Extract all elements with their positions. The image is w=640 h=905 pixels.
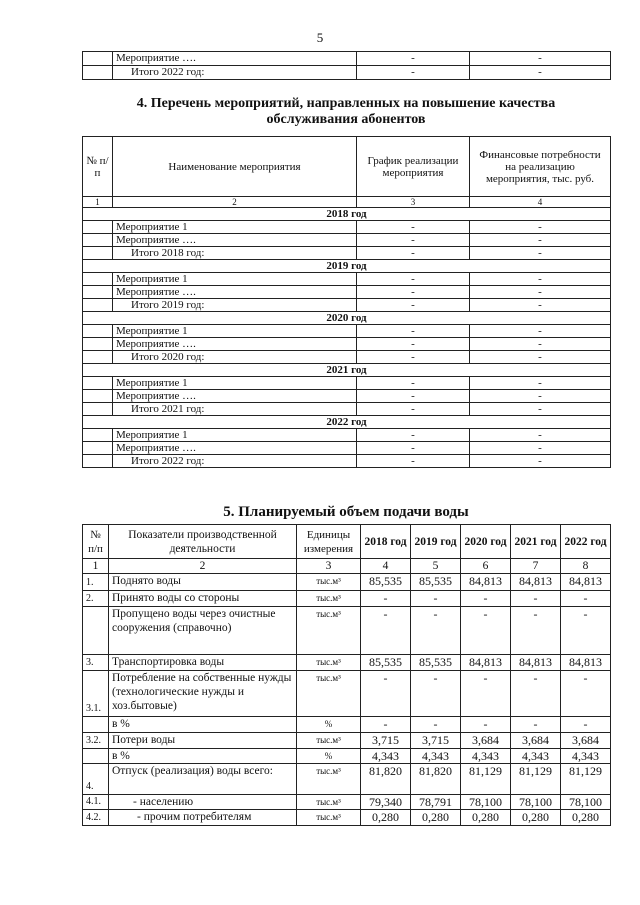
top-continuation-table [82,51,611,80]
header-finance: Финансовые потребности на реализацию мероприятия, тыс. руб. [470,137,611,197]
schedule-value: - [357,66,470,80]
year-value: 0,280 [461,810,511,826]
row-number [83,299,113,312]
year-header-row [83,364,611,377]
row-number [83,247,113,260]
year-value: 3,684 [461,733,511,749]
column-number: 2 [109,559,297,574]
row-number: 3. [83,655,109,671]
finance-value: - [470,52,611,66]
activity-name: Мероприятие …. [113,442,357,455]
year-value: - [561,591,611,607]
table-row [83,607,611,655]
year-value: 84,813 [561,655,611,671]
finance-value: - [470,338,611,351]
finance-value: - [470,299,611,312]
activity-total: Итого 2018 год: [113,247,357,260]
year-value: 78,100 [461,795,511,810]
year-value: 84,813 [511,655,561,671]
table-row [83,717,611,733]
table-row [83,221,611,234]
column-number: 8 [561,559,611,574]
year-header-row [83,416,611,429]
year-value: 3,715 [411,733,461,749]
water-supply-table [82,524,611,826]
year-value: 4,343 [511,749,561,764]
activity-name: Мероприятие …. [113,286,357,299]
row-number: 4. [83,764,109,795]
activity-name: Мероприятие …. [113,234,357,247]
column-number: 5 [411,559,461,574]
activity-name: Мероприятие …. [113,390,357,403]
table-row [83,795,611,810]
schedule-value: - [357,221,470,234]
year-value: - [561,671,611,717]
finance-value: - [470,247,611,260]
year-value: - [361,591,411,607]
table-row [83,286,611,299]
schedule-value: - [357,52,470,66]
header-year: 2019 год [411,525,461,559]
row-number [83,749,109,764]
year-value: 78,100 [561,795,611,810]
indicator-name: Потребление на собственные нужды (технологические нужды и хоз.бытовые) [109,671,297,717]
year-value: 85,535 [361,655,411,671]
table-row [83,351,611,364]
table-row [83,764,611,795]
year-header-row [83,260,611,273]
header-num: № п/п [83,525,109,559]
indicator-name: Принято воды со стороны [109,591,297,607]
schedule-value: - [357,442,470,455]
schedule-value: - [357,286,470,299]
indicator-name: в % [109,749,297,764]
table-row [83,591,611,607]
activities-table [82,136,611,468]
row-number: 3.2. [83,733,109,749]
year-value: 0,280 [361,810,411,826]
header-indicator: Показатели производственной деятельности [109,525,297,559]
year-value: - [461,607,511,655]
year-value: 78,791 [411,795,461,810]
year-value: 81,820 [361,764,411,795]
year-value: 4,343 [411,749,461,764]
schedule-value: - [357,325,470,338]
column-number: 6 [461,559,511,574]
indicator-name: - населению [109,795,297,810]
activity-total: Итого 2019 год: [113,299,357,312]
row-number [83,234,113,247]
unit-value: тыс.м³ [297,795,361,810]
column-number: 4 [470,197,611,208]
row-number [83,377,113,390]
row-number [83,221,113,234]
row-number [83,442,113,455]
row-number [83,717,109,733]
year-value: 3,715 [361,733,411,749]
indicator-name: Потери воды [109,733,297,749]
row-number [83,351,113,364]
year-value: - [461,671,511,717]
year-value: - [511,591,561,607]
section4-title-line2: обслуживания абонентов [266,112,426,127]
year-value: 3,684 [511,733,561,749]
unit-value: тыс.м³ [297,764,361,795]
table-row [83,574,611,591]
row-number [83,429,113,442]
finance-value: - [470,221,611,234]
indicator-name: Отпуск (реализация) воды всего: [109,764,297,795]
year-value: - [561,607,611,655]
year-value: 81,129 [511,764,561,795]
activity-name: Мероприятие 1 [113,221,357,234]
column-number-row [83,197,611,208]
table-row [83,273,611,286]
table-row [83,442,611,455]
section5-title: 5. Планируемый объем подачи воды [223,504,469,520]
row-number: 1. [83,574,109,591]
finance-value: - [470,377,611,390]
row-number [83,455,113,468]
schedule-value: - [357,338,470,351]
year-value: - [561,717,611,733]
year-value: 84,813 [461,655,511,671]
schedule-value: - [357,455,470,468]
row-number [83,273,113,286]
column-number: 2 [113,197,357,208]
unit-value: тыс.м³ [297,607,361,655]
finance-value: - [470,286,611,299]
year-value: 4,343 [361,749,411,764]
year-value: 3,684 [561,733,611,749]
table-row [83,234,611,247]
table-row [83,403,611,416]
indicator-name: Поднято воды [109,574,297,591]
year-value: 4,343 [561,749,611,764]
activity-name: Мероприятие 1 [113,377,357,390]
activity-name: Мероприятие 1 [113,273,357,286]
schedule-value: - [357,377,470,390]
table-row [83,671,611,717]
unit-value: тыс.м³ [297,733,361,749]
row-number [83,390,113,403]
table-row [83,325,611,338]
table-row [83,247,611,260]
activity-name: Мероприятие …. [113,52,357,66]
indicator-name: - прочим потребителям [109,810,297,826]
unit-value: тыс.м³ [297,810,361,826]
activity-total: Итого 2021 год: [113,403,357,416]
unit-value: тыс.м³ [297,655,361,671]
schedule-value: - [357,429,470,442]
header-year: 2020 год [461,525,511,559]
year-header-row [83,312,611,325]
column-number: 3 [357,197,470,208]
year-value: 78,100 [511,795,561,810]
year-value: 0,280 [511,810,561,826]
page-number: 5 [316,30,324,45]
row-number [83,325,113,338]
activity-total: Итого 2020 год: [113,351,357,364]
year-value: 85,535 [411,574,461,591]
year-value: - [461,717,511,733]
activity-total: Итого 2022 год: [113,66,357,80]
finance-value: - [470,403,611,416]
activity-total: Итого 2022 год: [113,455,357,468]
table-row [83,655,611,671]
unit-value: тыс.м³ [297,574,361,591]
table-header-row [83,525,611,559]
row-number: 4.2. [83,810,109,826]
column-number: 3 [297,559,361,574]
year-label: 2021 год [83,364,611,377]
header-unit: Единицы измерения [297,525,361,559]
year-header-row [83,208,611,221]
column-number: 4 [361,559,411,574]
table-row [83,299,611,312]
indicator-name: в % [109,717,297,733]
finance-value: - [470,429,611,442]
schedule-value: - [357,403,470,416]
table-row [83,733,611,749]
year-value: - [511,607,561,655]
year-value: 81,129 [461,764,511,795]
unit-value: тыс.м³ [297,591,361,607]
year-value: 85,535 [411,655,461,671]
header-num: № п/п [83,137,113,197]
schedule-value: - [357,351,470,364]
unit-value: тыс.м³ [297,671,361,717]
row-number: 2. [83,591,109,607]
table-header-row [83,137,611,197]
table-row [83,52,611,66]
table-row [83,429,611,442]
year-value: - [411,717,461,733]
header-year: 2018 год [361,525,411,559]
header-name: Наименование мероприятия [113,137,357,197]
finance-value: - [470,66,611,80]
activity-name: Мероприятие 1 [113,429,357,442]
year-value: 81,129 [561,764,611,795]
year-value: 0,280 [411,810,461,826]
row-number [83,403,113,416]
year-value: - [361,671,411,717]
row-number: 3.1. [83,671,109,717]
row-number [83,338,113,351]
year-value: - [361,717,411,733]
header-schedule: График реализации мероприятия [357,137,470,197]
year-value: - [511,717,561,733]
finance-value: - [470,273,611,286]
table-row [83,390,611,403]
year-label: 2019 год [83,260,611,273]
year-value: 85,535 [361,574,411,591]
table-row [83,377,611,390]
table-row [83,749,611,764]
unit-value: % [297,717,361,733]
year-value: - [511,671,561,717]
finance-value: - [470,234,611,247]
schedule-value: - [357,390,470,403]
row-number [83,607,109,655]
year-value: 81,820 [411,764,461,795]
header-year: 2021 год [511,525,561,559]
year-value: - [411,591,461,607]
year-label: 2018 год [83,208,611,221]
activity-name: Мероприятие 1 [113,325,357,338]
year-value: - [411,671,461,717]
year-value: 84,813 [511,574,561,591]
finance-value: - [470,325,611,338]
column-number: 1 [83,559,109,574]
schedule-value: - [357,247,470,260]
year-label: 2020 год [83,312,611,325]
schedule-value: - [357,299,470,312]
section4-title [82,96,610,128]
indicator-name: Транспортировка воды [109,655,297,671]
schedule-value: - [357,273,470,286]
year-value: - [461,591,511,607]
year-value: - [361,607,411,655]
schedule-value: - [357,234,470,247]
column-number: 1 [83,197,113,208]
indicator-name: Пропущено воды через очистные сооружения (справочно) [109,607,297,655]
finance-value: - [470,390,611,403]
year-label: 2022 год [83,416,611,429]
year-value: 0,280 [561,810,611,826]
finance-value: - [470,351,611,364]
year-value: 84,813 [561,574,611,591]
column-number: 7 [511,559,561,574]
table-row [83,66,611,80]
column-number-row [83,559,611,574]
table-row [83,455,611,468]
row-number [83,286,113,299]
section4-title-line1: 4. Перечень мероприятий, направленных на повышение качества [136,96,556,111]
finance-value: - [470,455,611,468]
finance-value: - [470,442,611,455]
unit-value: % [297,749,361,764]
year-value: - [411,607,461,655]
year-value: 4,343 [461,749,511,764]
year-value: 84,813 [461,574,511,591]
table-row [83,338,611,351]
row-number: 4.1. [83,795,109,810]
activity-name: Мероприятие …. [113,338,357,351]
table-row [83,810,611,826]
header-year: 2022 год [561,525,611,559]
year-value: 79,340 [361,795,411,810]
